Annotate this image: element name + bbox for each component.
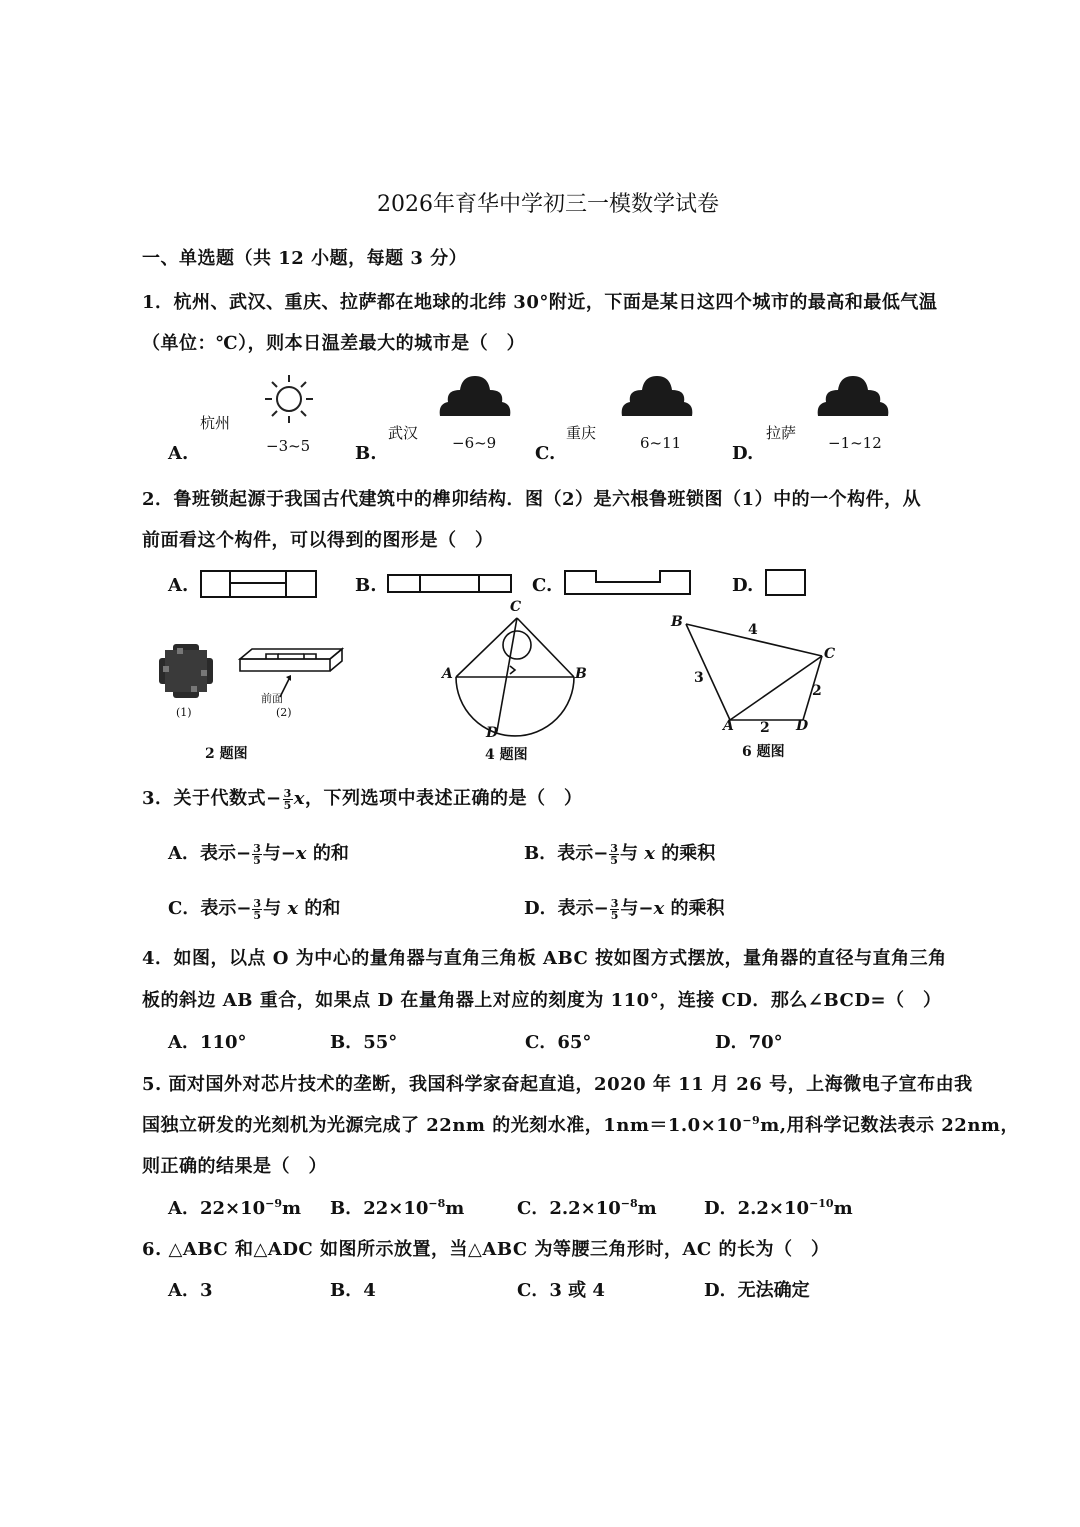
q1-option-c-letter: C.	[535, 443, 556, 464]
fig4-label-b: B	[575, 666, 587, 682]
q2-line2: 前面看这个构件，可以得到的图形是（ ）	[142, 530, 494, 551]
q6-option-a: A．3	[168, 1280, 213, 1301]
q3-d-var: −x	[638, 898, 665, 919]
q1-line2: （单位：℃），则本日温差最大的城市是（ ）	[142, 333, 526, 354]
q6-option-b: B．4	[330, 1280, 376, 1301]
q5-d-exp: −10	[809, 1197, 834, 1210]
q1-city-c: 重庆	[566, 424, 597, 442]
q5-b-unit: m	[445, 1198, 465, 1219]
q4-option-b: B．55°	[330, 1032, 398, 1053]
q3-pre: 3．关于代数式−	[142, 788, 282, 809]
q5-c-base: C．2.2×10	[517, 1198, 621, 1219]
fig6-length-ad: 2	[760, 720, 770, 736]
q3-d-den: 5	[610, 908, 619, 922]
cloud-icon	[814, 372, 892, 424]
cloud-icon	[436, 372, 514, 424]
fig4-protractor-figure	[440, 600, 590, 740]
q3-a-den: 5	[253, 853, 261, 867]
q1-option-d-letter: D.	[732, 443, 754, 464]
sun-icon	[262, 372, 316, 426]
q5-line2-b: m,用科学记数法表示 22nm，	[760, 1115, 1019, 1136]
fig2-label-1: (1)	[176, 706, 192, 719]
q5-line1: 5. 面对国外对芯片技术的垄断，我国科学家奋起直追，2020 年 11 月 26 号，上海微电子宣布由我	[142, 1074, 973, 1095]
q2-option-d-figure	[765, 569, 807, 597]
q4-option-a: A．110°	[168, 1032, 247, 1053]
fig2-label-2: (2)	[276, 706, 292, 719]
q3-post: ，下列选项中表述正确的是（ ）	[305, 788, 583, 809]
q3-c-num: 3	[253, 896, 262, 910]
q5-d-base: D．2.2×10	[704, 1198, 810, 1219]
q3-fraction	[283, 788, 293, 811]
q1-range-d: −1~12	[828, 434, 882, 452]
cloud-icon	[618, 372, 696, 424]
fig6-length-cd: 2	[812, 683, 822, 699]
q5-option-d	[704, 1194, 853, 1220]
q5-d-unit: m	[833, 1198, 853, 1219]
q3-c-var: x	[281, 898, 299, 919]
q5-option-a	[168, 1194, 301, 1220]
q2-option-b-figure	[387, 574, 513, 594]
q3-b-den: 5	[610, 853, 618, 867]
q3-a-var: −x	[280, 843, 307, 864]
q6-line1: 6. △ABC 和△ADC 如图所示放置，当△ABC 为等腰三角形时，AC 的长为（ ）	[142, 1239, 830, 1260]
q3-c-fraction	[252, 898, 262, 921]
q4-option-c: C．65°	[525, 1032, 592, 1053]
q3-d-end: 的乘积	[664, 898, 725, 919]
q5-c-exp: −8	[620, 1197, 638, 1210]
q6-option-d: D．无法确定	[704, 1280, 810, 1301]
q2-option-c-figure	[564, 570, 692, 596]
section-heading: 一、单选题（共 12 小题，每题 3 分）	[142, 248, 468, 269]
q3-option-a	[168, 839, 349, 866]
q5-line3: 则正确的结果是（ ）	[142, 1156, 327, 1177]
q3-b-mid: 与	[619, 843, 638, 864]
q3-d-fraction	[610, 898, 620, 921]
luban-lock-figure	[155, 640, 217, 702]
fig6-label-c: C	[824, 646, 836, 662]
q3-b-var: x	[637, 843, 655, 864]
fig6-length-ab: 3	[694, 670, 704, 686]
page-title: 2026年育华中学初三一模数学试卷	[377, 192, 719, 217]
fig4-label-d: D	[486, 725, 499, 741]
q3-c-end: 的和	[298, 898, 341, 919]
q5-a-unit: m	[282, 1198, 302, 1219]
q3-option-b	[524, 839, 715, 866]
q5-a-base: A．22×10	[168, 1198, 266, 1219]
q3-c-mid: 与	[263, 898, 282, 919]
fig4-label-c: C	[510, 599, 522, 615]
q3-option-d	[524, 894, 724, 921]
fig6-length-bc: 4	[748, 622, 758, 638]
fig6-label-b: B	[671, 614, 683, 630]
q1-city-a: 杭州	[200, 414, 231, 432]
fig2-caption: 2 题图	[205, 746, 248, 762]
q5-line2-a: 国独立研发的光刻机为光源完成了 22nm 的光刻水准，1nm＝1.0×10	[142, 1115, 743, 1136]
fig4-label-a: A	[442, 666, 453, 682]
q4-line2: 板的斜边 AB 重合，如果点 D 在量角器上对应的刻度为 110°，连接 CD．那么∠BCD=（ ）	[142, 990, 942, 1011]
q2-option-a-letter: A.	[168, 575, 189, 596]
q3-c-den: 5	[253, 908, 262, 922]
q1-range-b: −6~9	[452, 434, 497, 452]
q3-a-fraction	[252, 843, 262, 866]
q3-d-mid: 与	[620, 898, 639, 919]
q3-a-letter: A．表示−	[168, 843, 252, 864]
fig6-caption: 6 题图	[742, 744, 785, 760]
fig6-label-d: D	[796, 718, 809, 734]
q1-option-b-letter: B.	[355, 443, 377, 464]
q4-line1: 4．如图，以点 O 为中心的量角器与直角三角板 ABC 按如图方式摆放，量角器的直径与直角三角	[142, 948, 947, 969]
q3-option-c	[168, 894, 340, 921]
q3-var: x	[293, 788, 305, 809]
q3-b-num: 3	[610, 841, 618, 855]
q5-b-exp: −8	[428, 1197, 446, 1210]
fig2-front-label: 前面	[261, 692, 283, 705]
q3-a-end: 的和	[306, 843, 349, 864]
fig6-label-a: A	[723, 718, 734, 734]
q3-frac-num: 3	[283, 786, 292, 800]
q6-option-c: C．3 或 4	[517, 1280, 605, 1301]
q2-line1: 2．鲁班锁起源于我国古代建筑中的榫卯结构．图（2）是六根鲁班锁图（1）中的一个构件，从	[142, 489, 922, 510]
q1-range-c: 6~11	[640, 434, 682, 452]
q3-a-mid: 与	[262, 843, 281, 864]
luban-component-figure	[238, 645, 346, 705]
q3-d-num: 3	[610, 896, 619, 910]
q2-option-d-letter: D.	[732, 575, 754, 596]
q3-a-num: 3	[253, 841, 261, 855]
q5-line2-exp: −9	[742, 1114, 761, 1127]
q3-d-letter: D．表示−	[524, 898, 609, 919]
q5-option-b	[330, 1194, 464, 1220]
q1-line1: 1．杭州、武汉、重庆、拉萨都在地球的北纬 30°附近，下面是某日这四个城市的最高和最低气温	[142, 292, 938, 313]
q3-stem	[142, 784, 583, 811]
q1-option-a-letter: A.	[168, 443, 189, 464]
q5-a-exp: −9	[265, 1197, 283, 1210]
q2-option-c-letter: C.	[532, 575, 553, 596]
q5-b-base: B．22×10	[330, 1198, 429, 1219]
q5-c-unit: m	[637, 1198, 657, 1219]
q3-b-letter: B．表示−	[524, 843, 609, 864]
q3-frac-den: 5	[283, 798, 292, 812]
q4-option-d: D．70°	[715, 1032, 783, 1053]
q5-option-c	[517, 1194, 657, 1220]
q3-c-letter: C．表示−	[168, 898, 252, 919]
q5-line2	[142, 1111, 1019, 1137]
fig4-caption: 4 题图	[485, 747, 528, 763]
q1-city-b: 武汉	[388, 424, 419, 442]
q2-option-a-figure	[200, 570, 318, 598]
q2-option-b-letter: B.	[355, 575, 377, 596]
q3-b-fraction	[609, 843, 619, 866]
q1-range-a: −3~5	[266, 437, 311, 455]
q3-b-end: 的乘积	[654, 843, 716, 864]
q1-city-d: 拉萨	[766, 424, 797, 442]
